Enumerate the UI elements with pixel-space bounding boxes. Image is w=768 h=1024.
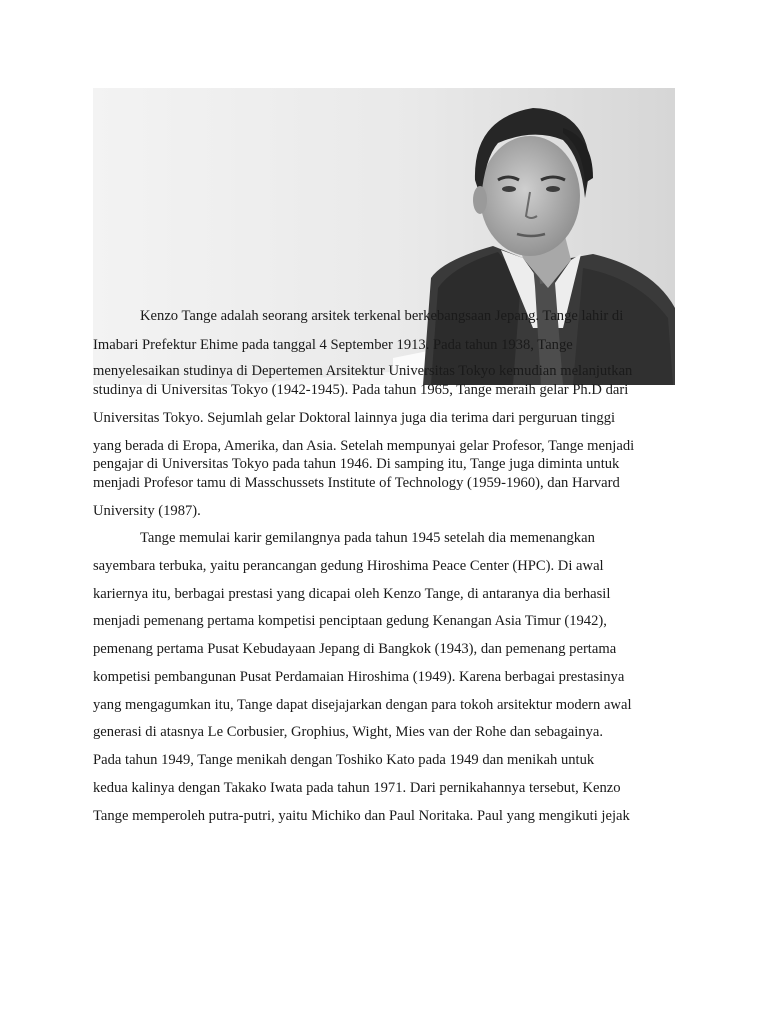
paragraph-1-line-2: Imabari Prefektur Ehime pada tanggal 4 September 1913. Pada tahun 1938, Tange (93, 337, 573, 353)
paragraph-2-line-9: Pada tahun 1949, Tange menikah dengan Toshiko Kato pada 1949 dan menikah untuk (93, 752, 595, 768)
paragraph-1-line-3: menyelesaikan studinya di Depertemen Arsitektur Universitas Tokyo kemudian melanjutkan (93, 363, 633, 379)
paragraph-2-line-11: Tange memperoleh putra-putri, yaitu Michiko dan Paul Noritaka. Paul yang mengikuti jejak (93, 808, 630, 824)
paragraph-1-line-5: Universitas Tokyo. Sejumlah gelar Doktoral lainnya juga dia terima dari perguruan tinggi (93, 410, 616, 426)
paragraph-2-line-6: kompetisi pembangunan Pusat Perdamaian Hiroshima (1949). Karena berbagai prestasinya (93, 669, 625, 685)
paragraph-1-line-6: yang berada di Eropa, Amerika, dan Asia. Setelah mempunyai gelar Profesor, Tange menjadi (93, 438, 635, 454)
paragraph-2-line-4: menjadi pemenang pertama kompetisi penciptaan gedung Kenangan Asia Timur (1942), (93, 613, 607, 629)
paragraph-1-line-8: menjadi Profesor tamu di Masschussets Institute of Technology (1959-1960), dan Harvard (93, 475, 620, 491)
paragraph-2-line-8: generasi di atasnya Le Corbusier, Grophius, Wight, Mies van der Rohe dan sebagainya. (93, 724, 604, 740)
paragraph-2-line-2: sayembara terbuka, yaitu perancangan gedung Hiroshima Peace Center (HPC). Di awal (93, 558, 604, 574)
paragraph-1-line-9: University (1987). (93, 503, 201, 519)
paragraph-2-line-10: kedua kalinya dengan Takako Iwata pada tahun 1971. Dari pernikahannya tersebut, Kenzo (93, 780, 621, 796)
paragraph-1-line-4: studinya di Universitas Tokyo (1942-1945). Pada tahun 1965, Tange meraih gelar Ph.D dari (93, 382, 629, 398)
paragraph-2-line-1: Tange memulai karir gemilangnya pada tahun 1945 setelah dia memenangkan (140, 530, 595, 546)
paragraph-2-line-7: yang mengagumkan itu, Tange dapat disejajarkan dengan para tokoh arsitektur modern awal (93, 697, 632, 713)
paragraph-1-line-1: Kenzo Tange adalah seorang arsitek terkenal berkebangsaan Jepang. Tange lahir di (140, 308, 624, 324)
paragraph-1-line-7: pengajar di Universitas Tokyo pada tahun 1946. Di samping itu, Tange juga diminta untuk (93, 456, 620, 472)
paragraph-2-line-3: kariernya itu, berbagai prestasi yang dicapai oleh Kenzo Tange, di antaranya dia berhasil (93, 586, 611, 602)
paragraph-2-line-5: pemenang pertama Pusat Kebudayaan Jepang di Bangkok (1943), dan pemenang pertama (93, 641, 617, 657)
